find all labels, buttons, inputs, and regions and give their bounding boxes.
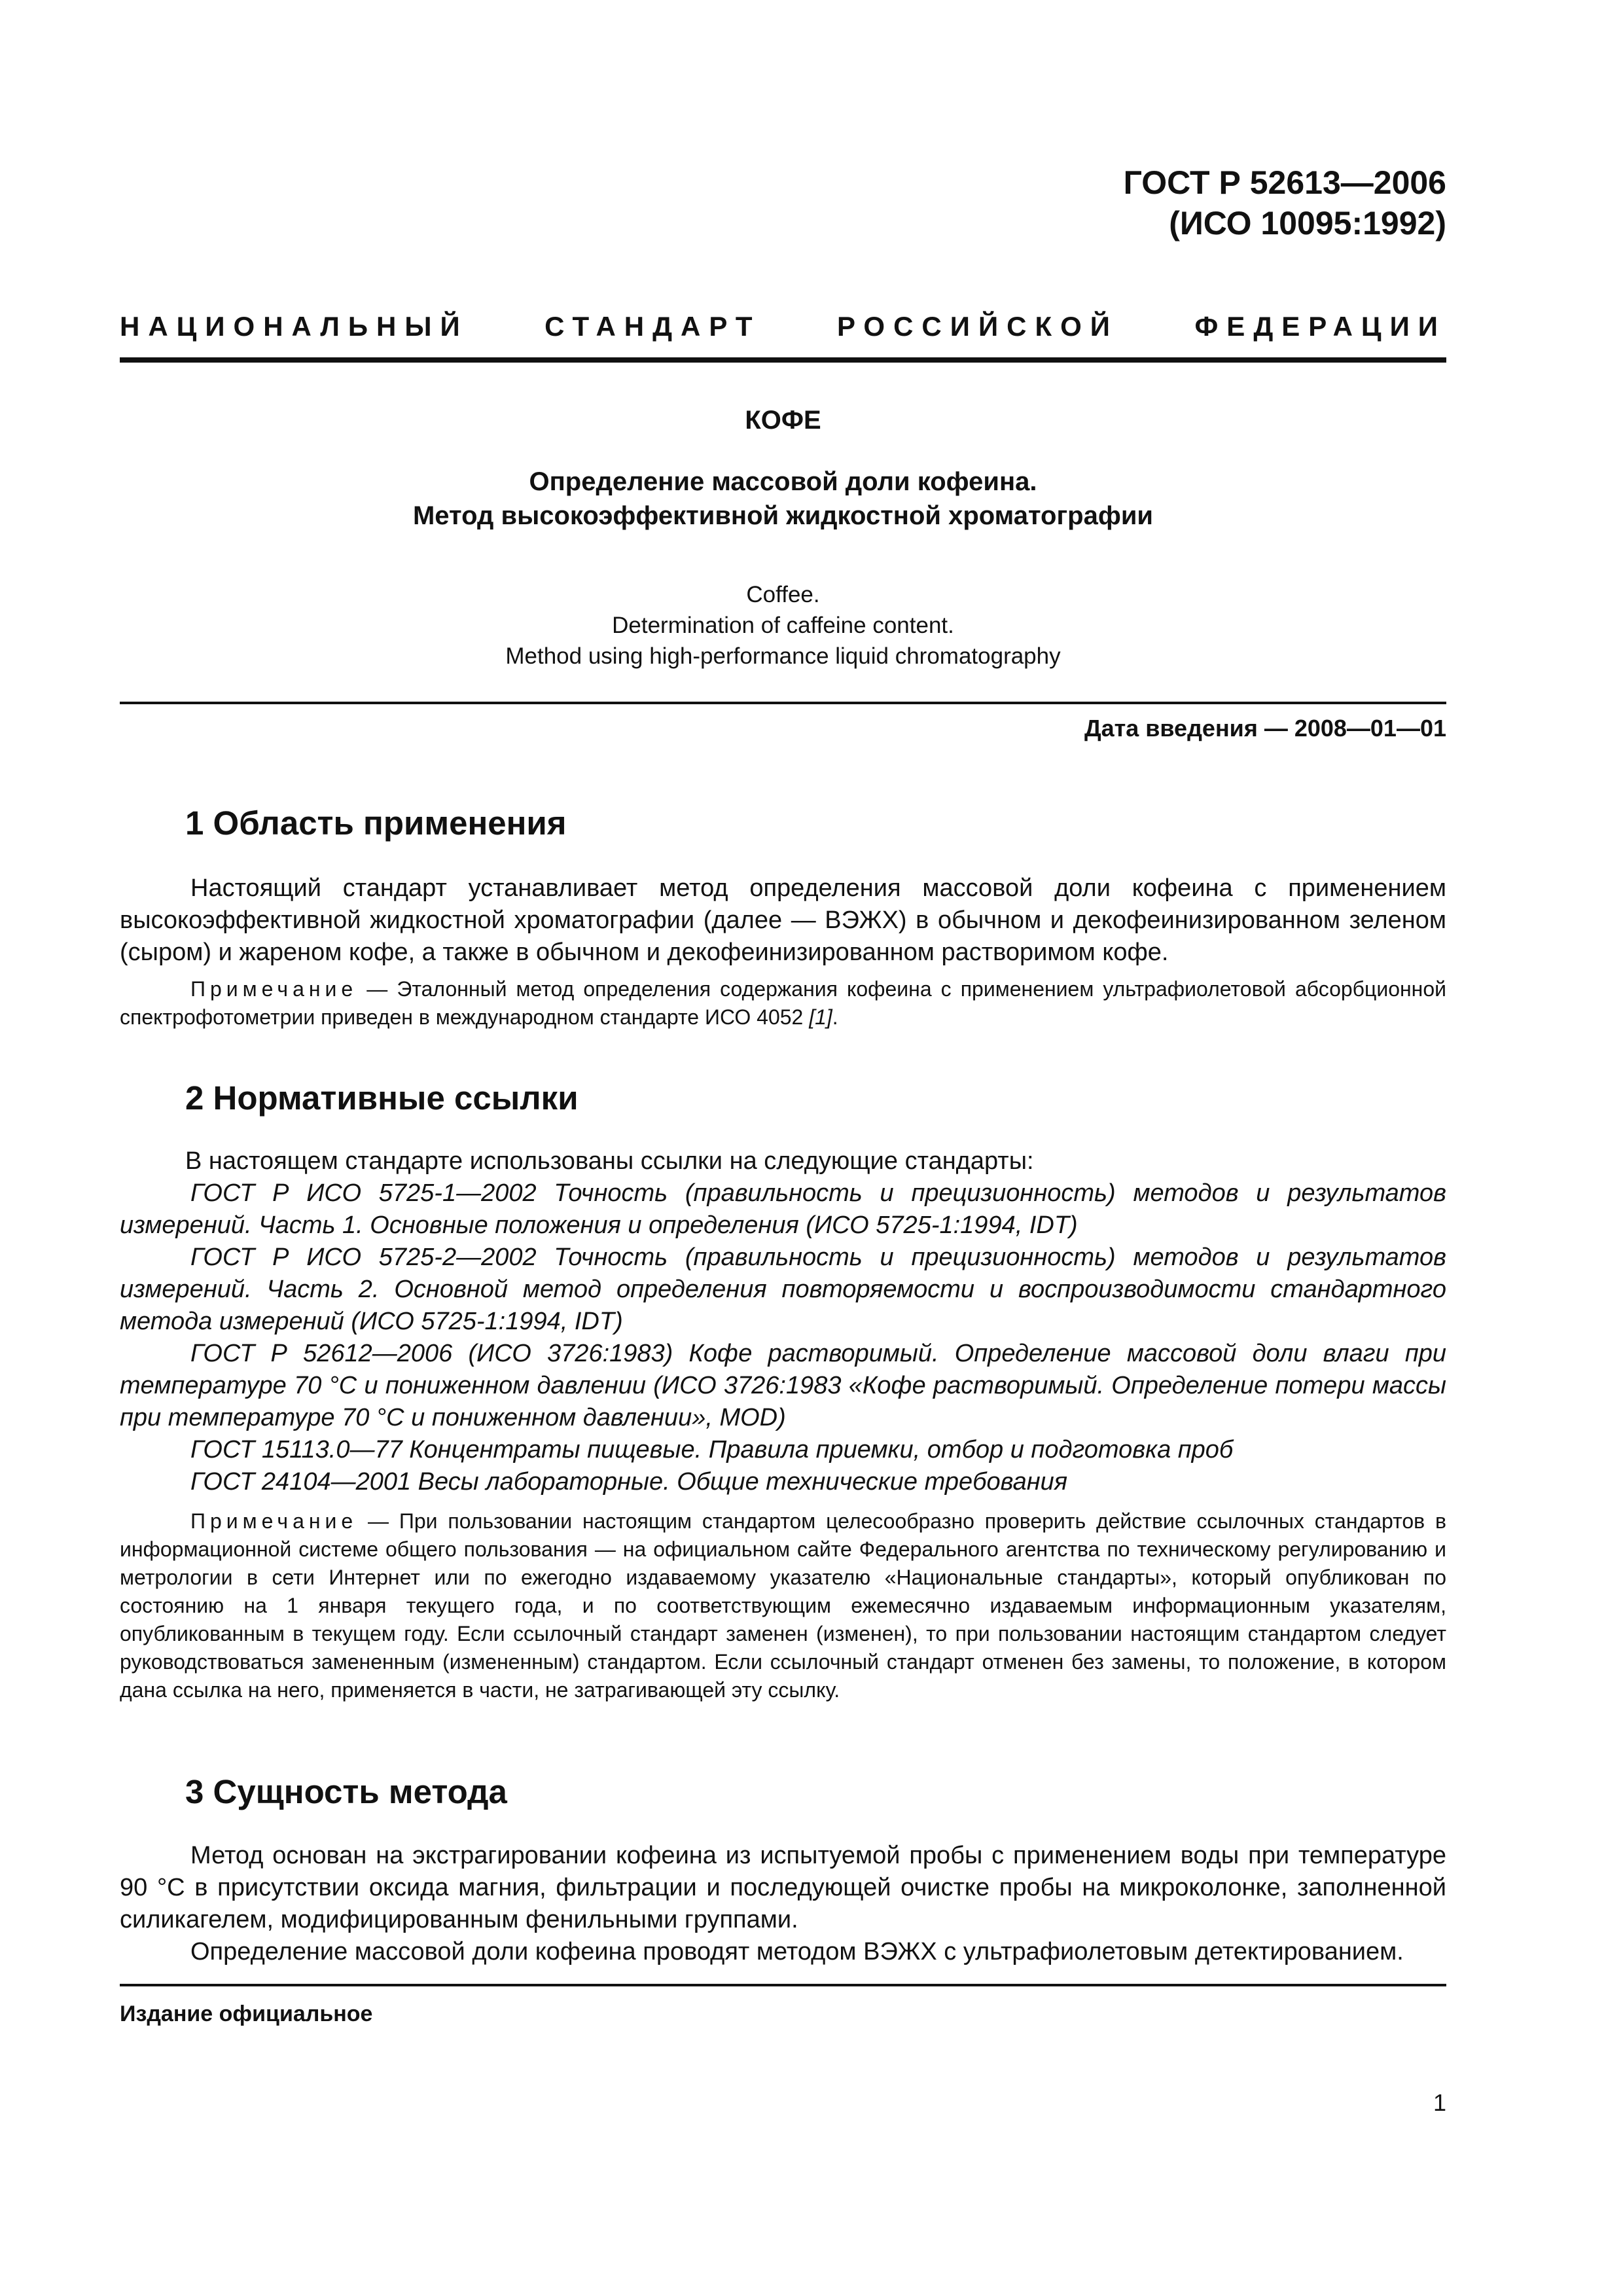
page-number: 1 xyxy=(1433,2089,1446,2116)
section-3-paragraph: Определение массовой доли кофеина проводят методом ВЭЖХ с ультрафиолетовым детектированием. xyxy=(190,1938,1404,1965)
standard-code-block xyxy=(982,162,1446,243)
banner-word: ФЕДЕРАЦИИ xyxy=(1194,311,1446,342)
section-2-body xyxy=(120,1145,1446,1704)
note-label: Примечание xyxy=(190,1509,358,1533)
english-title-line: Method using high-performance liquid chromatography xyxy=(505,643,1061,669)
reference-item: ГОСТ Р 52612—2006 (ИСО 3726:1983) Кофе растворимый. Определение массовой доли влаги при температуре 70 °С и пониженном давлении (ИСО 3726:1983 «Кофе растворимый. Определение потери массы при температуре 70 °С и пониженном давлении», MOD) xyxy=(120,1340,1446,1431)
banner-word: НАЦИОНАЛЬНЫЙ xyxy=(120,311,469,342)
introduction-date: Дата введения — 2008—01—01 xyxy=(1084,715,1446,742)
reference-item: ГОСТ Р ИСО 5725-2—2002 Точность (правильность и прецизионность) методов и результатов измерений. Часть 2. Основной метод определения повторяемости и воспроизводимости стандартного метода измерений (ИСО 5725-1:1994, IDT) xyxy=(120,1244,1446,1335)
national-standard-banner xyxy=(120,311,1446,342)
note-end: . xyxy=(832,1005,838,1029)
section-2-intro: В настоящем стандарте использованы ссылки на следующие стандарты: xyxy=(185,1147,1034,1175)
document-subtitle xyxy=(120,465,1446,533)
reference-item: ГОСТ 24104—2001 Весы лабораторные. Общие технические требования xyxy=(190,1468,1068,1496)
note-label: Примечание xyxy=(190,977,358,1001)
subtitle-line: Определение массовой доли кофеина. xyxy=(529,467,1037,496)
section-1-body xyxy=(120,872,1446,1031)
subtitle-line: Метод высокоэффективной жидкостной хроматографии xyxy=(412,501,1153,530)
banner-word: СТАНДАРТ xyxy=(544,311,761,342)
official-edition-label: Издание официальное xyxy=(120,2001,373,2026)
english-title-line: Determination of caffeine content. xyxy=(612,613,954,638)
section-1-heading: 1 Область применения xyxy=(185,804,567,842)
section-2-note xyxy=(120,1507,1446,1704)
iso-code: (ИСО 10095:1992) xyxy=(1169,205,1446,242)
note-reference: [1] xyxy=(809,1005,832,1029)
standard-code: ГОСТ Р 52613—2006 xyxy=(1123,164,1446,201)
section-1-note xyxy=(120,975,1446,1031)
section-3-paragraph: Метод основан на экстрагировании кофеина из испытуемой пробы с применением воды при температуре 90 °С в присутствии оксида магния, фильтрации и последующей очистке пробы на микроколонке, заполненной силикагелем, модифицированным фенильными группами. xyxy=(120,1842,1446,1933)
section-2-heading: 2 Нормативные ссылки xyxy=(185,1079,579,1117)
note-text: — Эталонный метод определения содержания кофеина с применением ультрафиолетовой абсорбционной спектрофотометрии приведен в международном стандарте ИСО 4052 xyxy=(120,977,1446,1029)
english-title xyxy=(120,579,1446,672)
footer-divider xyxy=(120,1984,1446,1986)
reference-item: ГОСТ 15113.0—77 Концентраты пищевые. Правила приемки, отбор и подготовка проб xyxy=(190,1436,1234,1463)
note-text: — При пользовании настоящим стандартом целесообразно проверить действие ссылочных стандартов в информационной системе общего пользования — на официальном сайте Федерального агентства по техническому регулированию и метрологии в сети Интернет или по ежегодно издаваемому указателю «Национальные стандарты», который опубликован по состоянию на 1 января текущего года, и по соответствующим ежемесячно издаваемым информационным указателям, опубликованным в текущем году. Если ссылочный стандарт заменен (изменен), то при пользовании настоящим стандартом следует руководствоваться замененным (измененным) стандартом. Если ссылочный стандарт отменен без замены, то положение, в котором дана ссылка на него, применяется в части, не затрагивающей эту ссылку. xyxy=(120,1509,1446,1702)
reference-item: ГОСТ Р ИСО 5725-1—2002 Точность (правильность и прецизионность) методов и результатов измерений. Часть 1. Основные положения и определения (ИСО 5725-1:1994, IDT) xyxy=(120,1179,1446,1239)
section-3-body xyxy=(120,1840,1446,1968)
title-divider xyxy=(120,702,1446,704)
header-divider xyxy=(120,357,1446,363)
section-3-heading: 3 Сущность метода xyxy=(185,1773,507,1810)
english-title-line: Coffee. xyxy=(746,582,820,607)
banner-word: РОССИЙСКОЙ xyxy=(836,311,1118,342)
section-1-paragraph: Настоящий стандарт устанавливает метод определения массовой доли кофеина с применением высокоэффективной жидкостной хроматографии (далее — ВЭЖХ) в обычном и декофеинизированном зеленом (сыром) и жареном кофе, а также в обычном и декофеинизированном растворимом кофе. xyxy=(120,874,1446,966)
document-title: КОФЕ xyxy=(745,406,821,435)
